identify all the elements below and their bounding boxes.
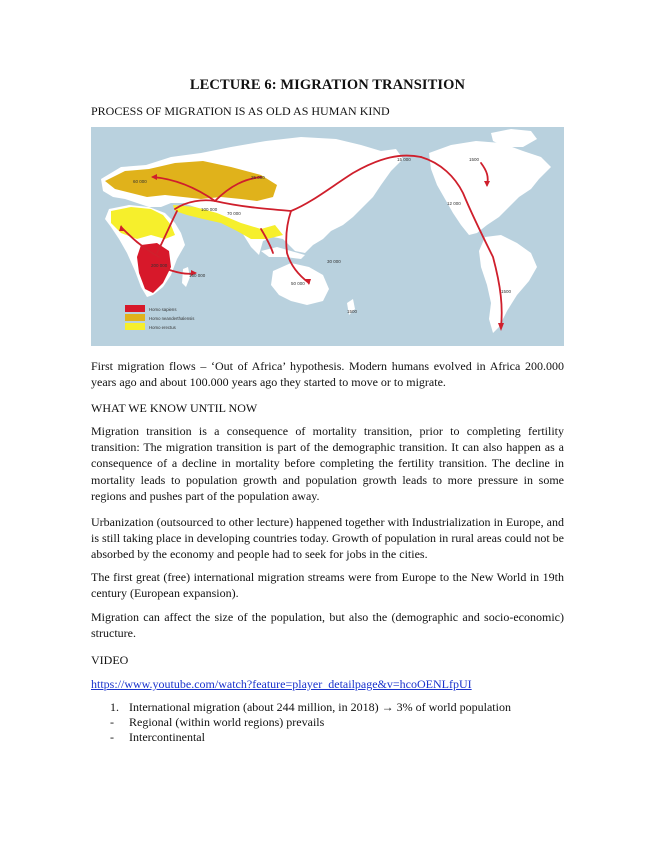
migration-list [91, 700, 564, 745]
map-label: 1500 [501, 289, 512, 294]
map-label: 25 000 [251, 175, 265, 180]
list-marker: - [110, 715, 114, 729]
legend-label: Homo erectus [149, 325, 176, 330]
section-subtitle: PROCESS OF MIGRATION IS AS OLD AS HUMAN KIND [91, 104, 390, 118]
paragraph-international-streams: The first great (free) international migration streams were from Europe to the New World in 19th century (European expansion). [91, 570, 564, 601]
list-item [91, 715, 564, 730]
migration-map [91, 127, 564, 346]
list-marker: - [110, 730, 114, 744]
video-link[interactable]: https://www.youtube.com/watch?feature=player_detailpage&v=hcoOENLfpUI [91, 677, 472, 691]
paragraph-migration-transition: Migration transition is a consequence of mortality transition, prior to completing fertility transition: The migration transition is part of the demographic transition. It can also happen as a consequence of a decline in mortality before completing the fertility transition. The decline in mortality leads to population growth and population growth leads to more pressure in some regions and pushes part of the population away. [91, 424, 564, 503]
legend-label: Homo neanderthalensis [149, 316, 195, 321]
page-title: LECTURE 6: MIGRATION TRANSITION [189, 77, 466, 93]
map-legend [125, 305, 194, 330]
map-label: 1500 [469, 157, 480, 162]
map-label: 100 000 [201, 207, 218, 212]
legend-swatch-neanderthalensis [125, 314, 145, 321]
list-item [91, 700, 564, 715]
list-item [91, 730, 564, 745]
map-label: 70 000 [227, 211, 241, 216]
list-item-text: International migration (about 244 million, in 2018) → 3% of world population [129, 700, 511, 714]
map-label: 200 000 [151, 263, 168, 268]
map-label: 150 000 [189, 273, 206, 278]
paragraph-urbanization: Urbanization (outsourced to other lecture) happened together with Industrialization in Europe, and is still taking place in developing countries today. Growth of population in rural areas could not be absorbed by the economy and people had to seek for jobs in the cities. [91, 515, 564, 562]
world-map-svg [91, 127, 564, 346]
list-item-text: Regional (within world regions) prevails [129, 715, 325, 729]
map-label: 30 000 [327, 259, 341, 264]
list-item-text: Intercontinental [129, 730, 205, 744]
legend-swatch-sapiens [125, 305, 145, 312]
map-label: 1500 [347, 309, 358, 314]
heading-video: VIDEO [91, 653, 129, 667]
legend-label: Homo sapiens [149, 307, 177, 312]
paragraph-structure: Migration can affect the size of the population, but also the (demographic and socio-economic) structure. [91, 610, 564, 641]
list-marker: 1. [110, 700, 119, 714]
paragraph-out-of-africa: First migration flows – ‘Out of Africa’ hypothesis. Modern humans evolved in Africa 200.000 years ago and about 100.000 years ago they started to move or to migrate. [91, 359, 564, 390]
heading-what-we-know: WHAT WE KNOW UNTIL NOW [91, 401, 258, 415]
map-label: 50 000 [291, 281, 305, 286]
map-label: 12 000 [447, 201, 461, 206]
map-label: 60 000 [133, 179, 147, 184]
legend-swatch-erectus [125, 323, 145, 330]
map-label: 15 000 [397, 157, 411, 162]
